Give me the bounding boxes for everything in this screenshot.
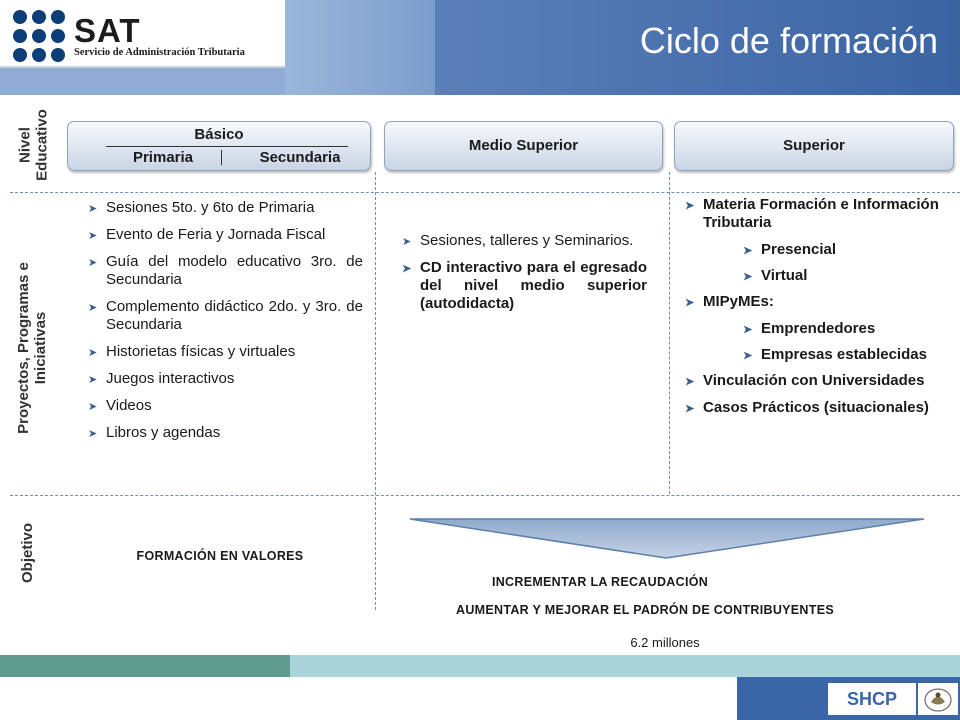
row-label-proyectos-line1: Proyectos, Programas e: [15, 262, 32, 434]
list-item-text: Libros y agendas: [106, 424, 221, 441]
list-item: [683, 399, 953, 417]
sat-logo-icon: [13, 10, 65, 62]
list-item: [683, 196, 953, 232]
list-item: [683, 293, 953, 311]
list-item-text: Evento de Feria y Jornada Fiscal: [106, 226, 326, 243]
objective-funnel-shape: [408, 516, 928, 560]
footer-band-green: [0, 655, 290, 677]
row-label-proyectos-line2: Iniciativas: [32, 311, 49, 385]
list-item: [86, 397, 363, 415]
list-item: [400, 232, 647, 250]
list-item-text: Virtual: [761, 267, 808, 284]
list-item: [400, 259, 647, 313]
list-item-text: Presencial: [761, 241, 837, 258]
arrow-bullet-icon: ➤: [88, 374, 98, 386]
arrow-bullet-icon: ➤: [402, 236, 412, 248]
list-item: [86, 298, 363, 334]
shcp-logo-text: SHCP: [846, 689, 897, 709]
superior-list: [683, 196, 953, 426]
list-item-text: Emprendedores: [761, 320, 876, 337]
header-band-mid: [285, 0, 435, 95]
arrow-bullet-icon: ➤: [88, 203, 98, 215]
arrow-bullet-icon: ➤: [88, 302, 98, 314]
row-label-objetivo-text: Objetivo: [19, 523, 36, 584]
level-basico-divider: [106, 146, 348, 147]
list-item-text: Sesiones 5to. y 6to de Primaria: [106, 199, 315, 216]
level-basico: [67, 121, 371, 171]
sat-logo: [0, 0, 285, 68]
list-item: [683, 320, 953, 338]
medio-list: [400, 232, 647, 322]
row-label-proyectos: [15, 248, 51, 448]
list-item: [86, 424, 363, 442]
shcp-logo-box: [828, 683, 916, 715]
list-item-text: Sesiones, talleres y Seminarios.: [420, 232, 634, 249]
list-item: [86, 370, 363, 388]
level-medio-label: Medio Superior: [468, 137, 579, 154]
list-item-text: Juegos interactivos: [106, 370, 235, 387]
header-banner: [0, 0, 960, 95]
coat-of-arms-icon: [918, 683, 958, 715]
level-secundaria-label: Secundaria: [259, 149, 341, 166]
footer-band-teal: [290, 655, 960, 677]
arrow-bullet-icon: ➤: [685, 200, 695, 212]
arrow-bullet-icon: ➤: [743, 350, 753, 362]
arrow-bullet-icon: ➤: [88, 428, 98, 440]
list-item-text: Guía del modelo educativo 3ro. de Secundaria: [106, 253, 363, 288]
list-item-text: Complemento didáctico 2do. y 3ro. de Secundaria: [106, 298, 363, 333]
level-superior-label: Superior: [783, 137, 845, 154]
list-item-text: Videos: [106, 397, 152, 414]
row-label-nivel: [17, 98, 53, 193]
row-label-objetivo: [19, 513, 37, 593]
arrow-bullet-icon: ➤: [685, 403, 695, 415]
arrow-bullet-icon: ➤: [88, 257, 98, 269]
arrow-bullet-icon: ➤: [743, 271, 753, 283]
list-item: [86, 199, 363, 217]
level-basico-separator: [221, 150, 222, 165]
divider-line-1: [10, 192, 960, 193]
arrow-bullet-icon: ➤: [685, 376, 695, 388]
objective-padron: AUMENTAR Y MEJORAR EL PADRÓN DE CONTRIBUYENTES: [456, 603, 834, 617]
level-medio-superior: [384, 121, 663, 171]
list-item-text: Vinculación con Universidades: [703, 372, 925, 389]
sat-logo-word: SAT: [74, 12, 141, 49]
arrow-bullet-icon: ➤: [743, 245, 753, 257]
sat-logo-subtitle: Servicio de Administración Tributaria: [74, 47, 245, 58]
list-item: [683, 267, 953, 285]
list-item-text: Historietas físicas y virtuales: [106, 343, 296, 360]
arrow-bullet-icon: ➤: [88, 401, 98, 413]
basico-list: [86, 199, 363, 451]
level-primaria-label: Primaria: [132, 149, 194, 166]
arrow-bullet-icon: ➤: [743, 324, 753, 336]
list-item: [683, 346, 953, 364]
arrow-bullet-icon: ➤: [88, 347, 98, 359]
column-divider-2: [669, 172, 670, 494]
objective-recaudacion: INCREMENTAR LA RECAUDACIÓN: [491, 575, 709, 589]
page-title: Ciclo de formación: [639, 20, 938, 61]
list-item: [683, 372, 953, 390]
list-item-text: MIPyMEs:: [703, 293, 774, 310]
list-item: [86, 226, 363, 244]
objective-formacion: FORMACIÓN EN VALORES: [136, 549, 304, 563]
level-superior: [674, 121, 954, 171]
arrow-bullet-icon: ➤: [685, 297, 695, 309]
arrow-bullet-icon: ➤: [402, 263, 412, 275]
level-basico-label: Básico: [194, 126, 244, 143]
divider-line-2: [10, 495, 960, 496]
column-divider-1: [375, 172, 376, 610]
list-item-text: CD interactivo para el egresado del nivel medio superior (autodidacta): [420, 259, 647, 312]
row-label-nivel-line2: Educativo: [33, 109, 51, 181]
list-item: [86, 253, 363, 289]
footer-banner: [0, 655, 960, 720]
list-item: [86, 343, 363, 361]
list-item-text: Materia Formación e Información Tributaria: [703, 196, 939, 231]
arrow-bullet-icon: ➤: [88, 230, 98, 242]
list-item-text: Empresas establecidas: [761, 346, 927, 363]
objective-count: 6.2 millones: [630, 635, 700, 650]
list-item-text: Casos Prácticos (situacionales): [703, 399, 929, 416]
row-label-nivel-line1: Nivel: [16, 127, 34, 163]
list-item: [683, 241, 953, 259]
